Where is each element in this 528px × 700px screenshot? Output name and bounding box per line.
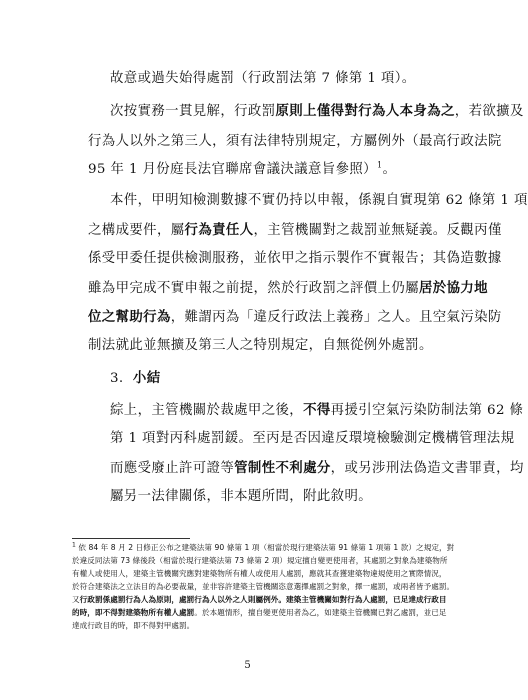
footnote-line-2: 於違反同法第 73 條後段（相當於現行建築法第 73 條第 2 項）規定擅自變更使用者，其處罰之對象為建築物所 [72, 556, 448, 565]
paragraph-4-line-3: 而應受廢止許可證等管制性不利處分，或另涉刑法偽造文書罪責，均 [110, 460, 524, 476]
paragraph-4-line-1: 綜上，主管機關於裁處甲之後，不得再援引空氣污染防制法第 62 條 [110, 402, 524, 418]
paragraph-2-line-2: 行為人以外之第三人，須有法律特別規定，方屬例外（最高行政法院 [88, 134, 502, 149]
paragraph-3-line-6: 制法就此並無擴及第三人之特別規定，自無從例外處罰。 [88, 338, 433, 353]
paragraph-3-line-2: 之構成要件，屬行為責任人，主管機關對之裁罰並無疑義。反觀丙僅 [88, 222, 502, 238]
footnote-line-1: $^1$ 依 84 年 8 月 2 日修正公布之建築法第 90 條第 1 項（相當於現行建築法第 91 條第 1 項第 1 款）之規定，對 [72, 541, 455, 552]
section-number: 3. [110, 371, 124, 386]
paragraph-2-line-1: 次按實務一貫見解，行政罰原則上僅得對行為人本身為之，若欲擴及 [110, 103, 524, 119]
section-title: 小結 [132, 370, 161, 386]
paragraph-3-line-3: 係受甲委任提供檢測服務，並依甲之指示製作不實報告；其偽造數據 [88, 251, 502, 266]
paragraph-4-line-4: 屬另一法律關係，非本題所問，附此敘明。 [110, 489, 373, 504]
section-heading [110, 370, 161, 387]
paragraph-3-line-1: 本件，甲明知檢測數據不實仍持以申報，係親自實現第 62 條第 1 項 [110, 193, 528, 208]
footnote-separator [72, 538, 190, 539]
footnote-line-7: 達成行政目的時，即不得對甲處罰。 [72, 621, 195, 630]
footnote-line-5: 又行政罰係處罰行為人為原則，處罰行為人以外之人則屬例外。建築主管機關如對行為人處罰，已足達成行政目 [72, 595, 447, 604]
paragraph-3-line-4: 雖為甲完成不實申報之前提，然於行政罰之評價上仍屬居於協力地 [88, 280, 488, 296]
footnote-line-4: 於符合建築法之立法目的為必要裁量，並非容許建築主管機關恣意選擇處罰之對象，擇一處罰，或兩者皆予處罰。 [72, 582, 455, 591]
footnote-ref: 1 [376, 160, 383, 170]
footnote-line-6: 的時，即不得對建築物所有權人處罰。於本題情形，擅自變更使用者為乙，如建築主管機關已對乙處罰，並已足 [72, 608, 447, 617]
paragraph-1-line-1: 故意或過失始得處罰（行政罰法第 7 條第 1 項）。 [110, 71, 416, 86]
footnote-line-3: 有權人或使用人，建築主管機關究應對建築物所有權人或使用人處罰，應就其查獲建築物違規使用之實際情況， [72, 569, 447, 578]
paragraph-4-line-2: 第 1 項對丙科處罰鍰。至丙是否因違反環境檢驗測定機構管理法規 [110, 431, 515, 446]
paragraph-2-line-3: 95 年 1 月份庭長法官聯席會議決議意旨參照）$^1$。 [88, 160, 397, 177]
page-number: 5 [244, 660, 251, 671]
paragraph-3-line-5: 位之幫助行為，難謂丙為「違反行政法上義務」之人。且空氣污染防 [88, 309, 502, 325]
